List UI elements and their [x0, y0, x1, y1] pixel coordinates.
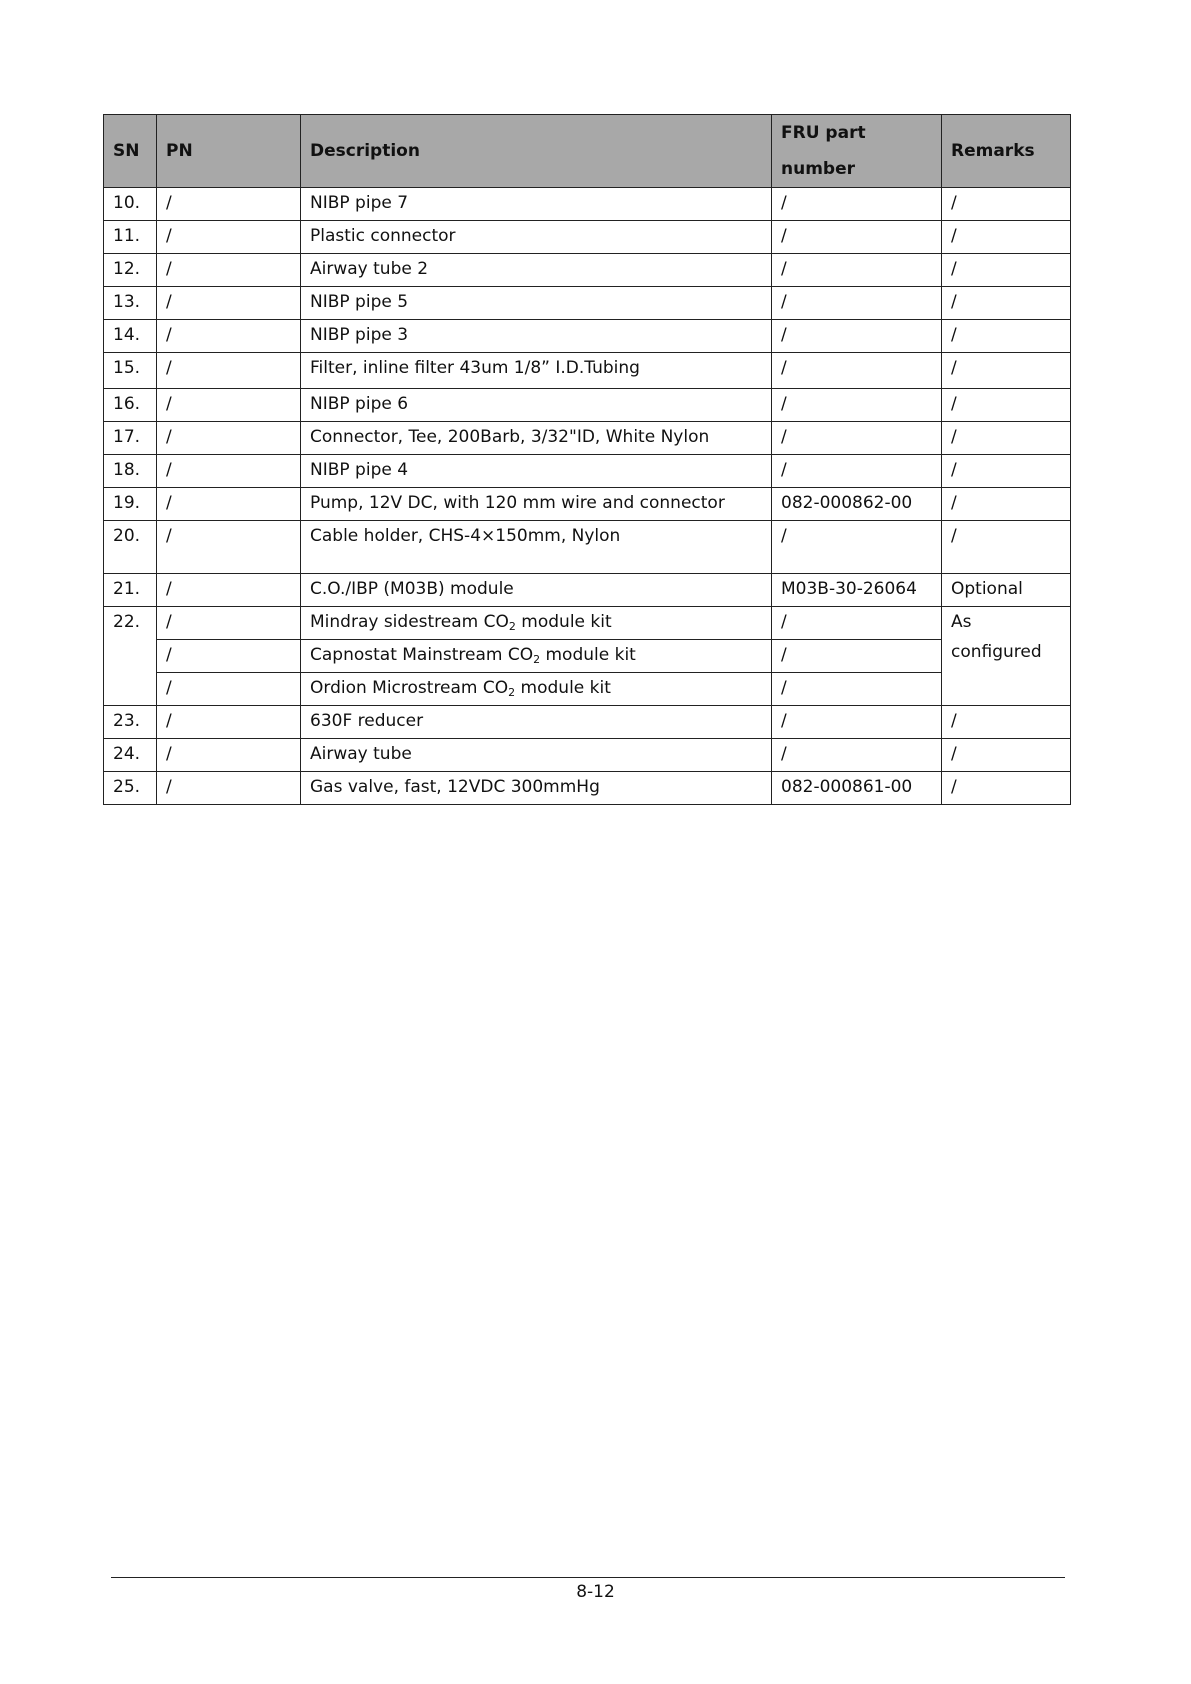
table-row: [104, 772, 1071, 805]
cell-sn: 17.: [104, 422, 157, 455]
cell-fru: /: [772, 320, 942, 353]
table-row: [104, 574, 1071, 607]
cell-description: Connector, Tee, 200Barb, 3/32"ID, White Nylon: [301, 422, 772, 455]
cell-fru: /: [772, 521, 942, 574]
table-row: [104, 287, 1071, 320]
cell-sn: 15.: [104, 353, 157, 389]
cell-remarks: /: [942, 188, 1071, 221]
cell-description: [301, 673, 772, 706]
cell-fru: /: [772, 353, 942, 389]
subscript-text: 2: [533, 653, 541, 666]
table-row: [104, 254, 1071, 287]
cell-pn: /: [157, 673, 301, 706]
cell-pn: /: [157, 607, 301, 640]
cell-sn: 16.: [104, 389, 157, 422]
cell-description: [301, 640, 772, 673]
cell-sn: 23.: [104, 706, 157, 739]
cell-remarks: Optional: [942, 574, 1071, 607]
cell-fru: /: [772, 739, 942, 772]
description-text: Mindray sidestream CO: [310, 612, 509, 632]
cell-sn: 11.: [104, 221, 157, 254]
cell-pn: /: [157, 574, 301, 607]
cell-description: Gas valve, fast, 12VDC 300mmHg: [301, 772, 772, 805]
cell-fru: M03B-30-26064: [772, 574, 942, 607]
parts-table: [103, 114, 1071, 805]
cell-fru: 082-000861-00: [772, 772, 942, 805]
cell-description: NIBP pipe 6: [301, 389, 772, 422]
cell-remarks: /: [942, 521, 1071, 574]
cell-remarks: /: [942, 739, 1071, 772]
cell-description: Airway tube: [301, 739, 772, 772]
cell-fru: /: [772, 422, 942, 455]
cell-pn: /: [157, 287, 301, 320]
table-row: [104, 607, 1071, 640]
cell-sn: 20.: [104, 521, 157, 574]
cell-remarks: /: [942, 320, 1071, 353]
table-row: [104, 221, 1071, 254]
cell-pn: /: [157, 772, 301, 805]
cell-remarks: /: [942, 772, 1071, 805]
table-row: [104, 422, 1071, 455]
description-text: module kit: [515, 678, 611, 698]
cell-fru: /: [772, 188, 942, 221]
cell-fru: /: [772, 706, 942, 739]
header-pn: PN: [157, 115, 301, 188]
cell-fru: /: [772, 640, 942, 673]
cell-remarks: /: [942, 455, 1071, 488]
cell-pn: /: [157, 353, 301, 389]
cell-description: [301, 607, 772, 640]
cell-sn: 18.: [104, 455, 157, 488]
cell-sn: 14.: [104, 320, 157, 353]
cell-pn: /: [157, 706, 301, 739]
cell-pn: /: [157, 521, 301, 574]
cell-description: 630F reducer: [301, 706, 772, 739]
cell-pn: /: [157, 739, 301, 772]
subscript-text: 2: [508, 686, 516, 699]
cell-fru: /: [772, 673, 942, 706]
description-text: module kit: [515, 612, 612, 632]
cell-fru: /: [772, 221, 942, 254]
cell-sn: 12.: [104, 254, 157, 287]
cell-pn: /: [157, 221, 301, 254]
cell-description: Filter, inline filter 43um 1/8” I.D.Tubing: [301, 353, 772, 389]
cell-fru: /: [772, 607, 942, 640]
cell-sn: 22.: [104, 607, 157, 706]
cell-pn: /: [157, 422, 301, 455]
cell-remarks: /: [942, 221, 1071, 254]
cell-remarks: /: [942, 389, 1071, 422]
table-header-row: [104, 115, 1071, 188]
cell-sn: 21.: [104, 574, 157, 607]
page-number: 8-12: [576, 1582, 615, 1602]
table-row: [104, 389, 1071, 422]
cell-sn: 19.: [104, 488, 157, 521]
description-text: Ordion Microstream CO: [310, 678, 509, 698]
cell-fru: /: [772, 287, 942, 320]
table-row: [104, 455, 1071, 488]
cell-sn: 10.: [104, 188, 157, 221]
cell-description: NIBP pipe 3: [301, 320, 772, 353]
table-row: [104, 353, 1071, 389]
cell-pn: /: [157, 188, 301, 221]
cell-pn: /: [157, 455, 301, 488]
header-fru-part-number: FRU part number: [772, 115, 942, 188]
cell-fru: /: [772, 254, 942, 287]
cell-fru: /: [772, 455, 942, 488]
cell-fru: /: [772, 389, 942, 422]
cell-pn: /: [157, 254, 301, 287]
table-row: [104, 320, 1071, 353]
cell-remarks: /: [942, 353, 1071, 389]
cell-description: Pump, 12V DC, with 120 mm wire and connector: [301, 488, 772, 521]
cell-sn: 25.: [104, 772, 157, 805]
table-row: [104, 706, 1071, 739]
table-row: [104, 521, 1071, 574]
header-sn: SN: [104, 115, 157, 188]
cell-description: NIBP pipe 4: [301, 455, 772, 488]
table-row: [104, 673, 1071, 706]
cell-pn: /: [157, 640, 301, 673]
cell-remarks: /: [942, 422, 1071, 455]
header-remarks: Remarks: [942, 115, 1071, 188]
cell-remarks: /: [942, 254, 1071, 287]
cell-description: NIBP pipe 7: [301, 188, 772, 221]
cell-remarks: As configured: [942, 607, 1071, 706]
footer-rule: [111, 1577, 1065, 1578]
description-text: module kit: [540, 645, 636, 665]
header-description: Description: [301, 115, 772, 188]
cell-pn: /: [157, 389, 301, 422]
cell-sn: 13.: [104, 287, 157, 320]
cell-description: Cable holder, CHS-4×150mm, Nylon: [301, 521, 772, 574]
description-text: Capnostat Mainstream CO: [310, 645, 534, 665]
subscript-text: 2: [508, 620, 516, 633]
cell-description: NIBP pipe 5: [301, 287, 772, 320]
table-row: [104, 739, 1071, 772]
cell-description: Airway tube 2: [301, 254, 772, 287]
cell-remarks: /: [942, 706, 1071, 739]
cell-fru: 082-000862-00: [772, 488, 942, 521]
table-row: [104, 488, 1071, 521]
cell-pn: /: [157, 320, 301, 353]
cell-remarks: /: [942, 488, 1071, 521]
table-row: [104, 640, 1071, 673]
cell-remarks: /: [942, 287, 1071, 320]
cell-description: C.O./IBP (M03B) module: [301, 574, 772, 607]
cell-sn: 24.: [104, 739, 157, 772]
cell-description: Plastic connector: [301, 221, 772, 254]
table-row: [104, 188, 1071, 221]
cell-pn: /: [157, 488, 301, 521]
